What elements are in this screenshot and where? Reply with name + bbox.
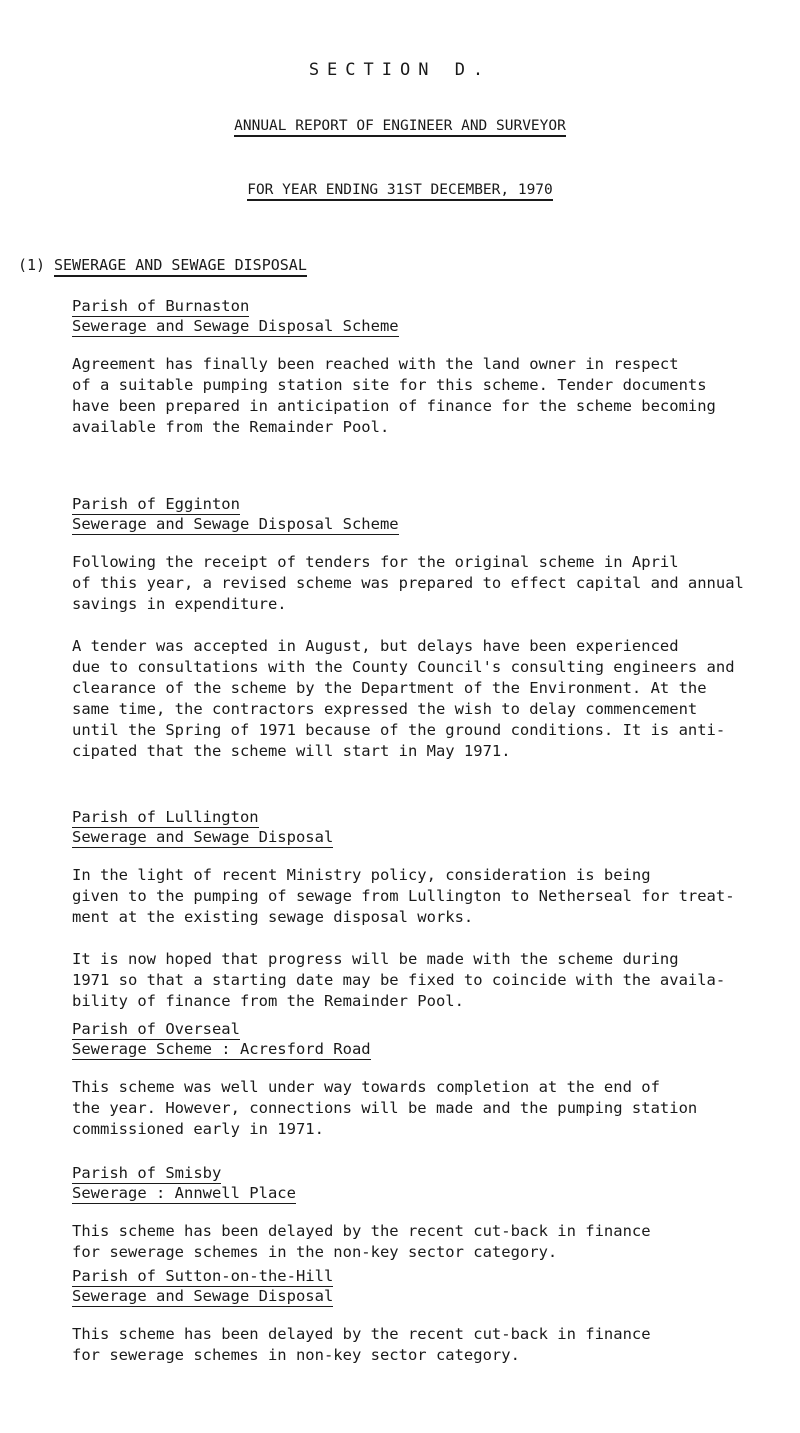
entry-egginton <box>72 494 782 762</box>
subsection-number: (1) <box>18 256 46 274</box>
paragraph: This scheme has been delayed by the recent cut-back in finance for sewerage schemes in non-key sector category. <box>72 1325 651 1364</box>
entry-sutton-on-the-hill <box>72 1266 782 1366</box>
paragraph: It is now hoped that progress will be made with the scheme during 1971 so that a starting date may be fixed to coincide with the availa- bility of finance from the Remainder Pool. <box>72 950 726 1010</box>
section-heading: SECTION D. <box>308 60 492 80</box>
parish-heading: Parish of Egginton <box>72 495 240 513</box>
parish-heading: Parish of Overseal <box>72 1020 240 1038</box>
entry-lullington <box>72 807 782 1012</box>
paragraph: This scheme has been delayed by the recent cut-back in finance for sewerage schemes in the non-key sector category. <box>72 1222 651 1261</box>
scheme-heading: Sewerage Scheme : Acresford Road <box>72 1040 371 1058</box>
scheme-heading: Sewerage and Sewage Disposal Scheme <box>72 515 399 533</box>
parish-heading: Parish of Burnaston <box>72 297 250 315</box>
scheme-heading: Sewerage : Annwell Place <box>72 1184 296 1202</box>
scheme-heading: Sewerage and Sewage Disposal <box>72 828 334 846</box>
paragraph: In the light of recent Ministry policy, consideration is being given to the pumping of sewage from Lullington to Netherseal for treat- ment at the existing sewage disposal works. <box>72 866 735 926</box>
entry-burnaston <box>72 296 782 438</box>
scheme-heading: Sewerage and Sewage Disposal Scheme <box>72 317 399 335</box>
subsection-title: SEWERAGE AND SEWAGE DISPOSAL <box>54 256 307 277</box>
report-title-line2: FOR YEAR ENDING 31ST DECEMBER, 1970 <box>0 182 800 198</box>
parish-heading: Parish of Smisby <box>72 1164 222 1182</box>
report-title-line1: ANNUAL REPORT OF ENGINEER AND SURVEYOR <box>0 118 800 134</box>
entry-overseal <box>72 1019 782 1140</box>
parish-heading: Parish of Lullington <box>72 808 259 826</box>
scheme-heading: Sewerage and Sewage Disposal <box>72 1287 334 1305</box>
entry-smisby <box>72 1163 782 1263</box>
parish-heading: Parish of Sutton-on-the-Hill <box>72 1267 334 1285</box>
subsection-heading <box>18 256 307 274</box>
paragraph: Agreement has finally been reached with the land owner in respect of a suitable pumping station site for this scheme. Tender documents have been prepared in anticipation of finance for the scheme becoming available from the Remainder Pool. <box>72 355 716 436</box>
paragraph: Following the receipt of tenders for the original scheme in April of this year, a revised scheme was prepared to effect capital and annual savings in expenditure. <box>72 553 744 613</box>
paragraph: This scheme was well under way towards completion at the end of the year. However, connections will be made and the pumping station commissioned early in 1971. <box>72 1078 698 1138</box>
paragraph: A tender was accepted in August, but delays have been experienced due to consultations with the County Council's consulting engineers and clearance of the scheme by the Department of the Environment. At the same time, the contractors expressed the wish to delay commencement until the Spring of 1971 because of the ground conditions. It is anti- cipated that the scheme will start in May 1971. <box>72 637 735 760</box>
